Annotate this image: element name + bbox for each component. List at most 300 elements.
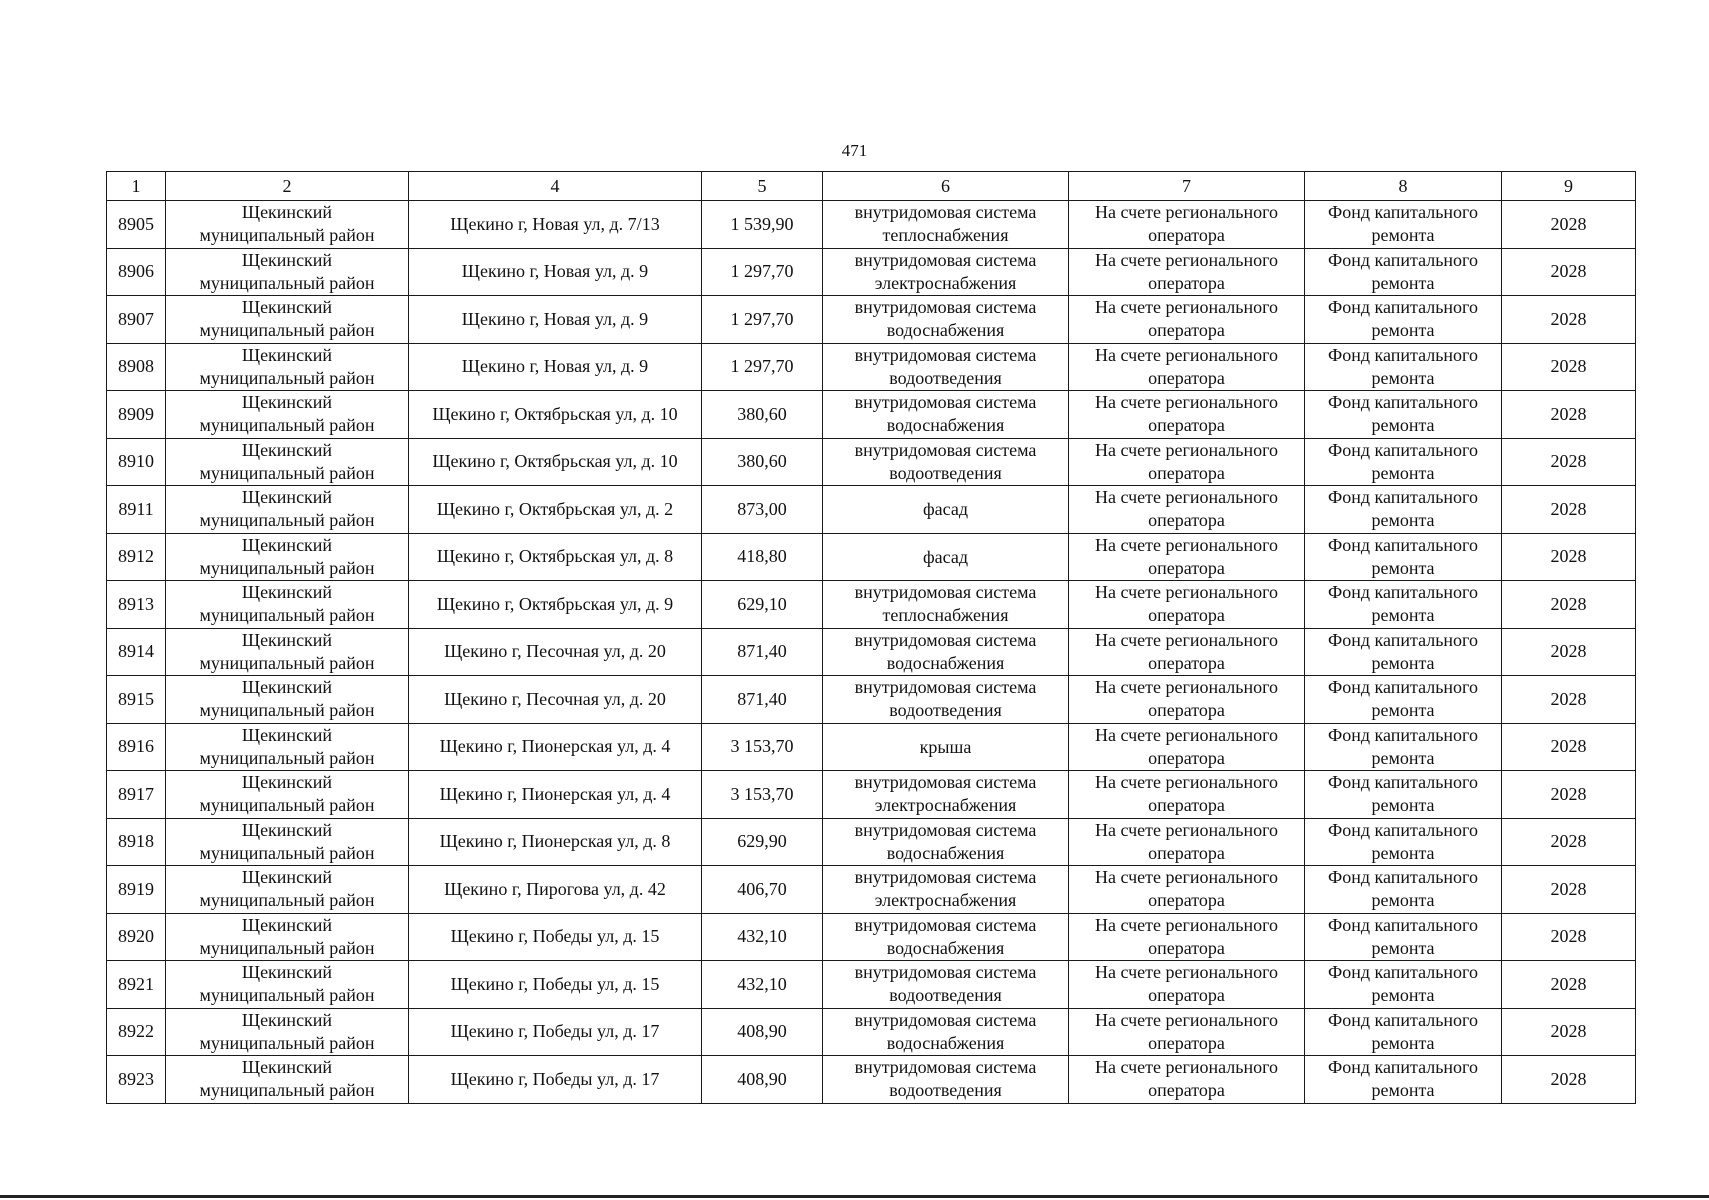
district-cell-line: муниципальный район	[199, 937, 375, 958]
system-cell-line: водоотведения	[889, 700, 1002, 721]
system-cell-line: электроснабжения	[874, 272, 1017, 293]
system-cell	[823, 818, 1069, 866]
area-cell: 1 297,70	[702, 248, 823, 296]
table-row	[107, 866, 1636, 914]
district-cell-line: муниципальный район	[199, 1032, 375, 1053]
address-cell: Щекино г, Новая ул, д. 7/13	[409, 201, 702, 249]
system-cell-line: внутридомовая система	[854, 819, 1037, 840]
address-cell: Щекино г, Октябрьская ул, д. 10	[409, 391, 702, 439]
system-cell	[823, 581, 1069, 629]
district-cell	[166, 1008, 409, 1056]
column-number-row	[107, 172, 1636, 201]
area-cell: 408,90	[702, 1056, 823, 1104]
district-cell-line: Щекинский	[241, 534, 333, 555]
account-cell-line: На счете регионального	[1094, 819, 1279, 840]
account-cell	[1069, 913, 1305, 961]
column-number: 8	[1305, 172, 1502, 201]
account-cell-line: На счете регионального	[1094, 249, 1279, 270]
district-cell	[166, 723, 409, 771]
account-cell	[1069, 1008, 1305, 1056]
table-row	[107, 486, 1636, 534]
fund-cell	[1305, 628, 1502, 676]
district-cell-line: муниципальный район	[199, 985, 375, 1006]
account-cell-line: оператора	[1148, 557, 1225, 578]
account-cell-line: оператора	[1148, 937, 1225, 958]
year-cell: 2028	[1502, 771, 1636, 819]
fund-cell-line: ремонта	[1371, 415, 1435, 436]
account-cell-line: На счете регионального	[1094, 1009, 1279, 1030]
fund-cell-line: Фонд капитального	[1328, 962, 1478, 983]
row-id-cell: 8917	[107, 771, 166, 819]
district-cell	[166, 296, 409, 344]
fund-cell	[1305, 486, 1502, 534]
account-cell	[1069, 533, 1305, 581]
system-cell	[823, 676, 1069, 724]
fund-cell-line: Фонд капитального	[1328, 202, 1478, 223]
system-cell-line: внутридомовая система	[854, 1057, 1037, 1078]
district-cell-line: Щекинский	[241, 582, 333, 603]
district-cell-line: муниципальный район	[199, 795, 375, 816]
address-cell: Щекино г, Победы ул, д. 15	[409, 913, 702, 961]
system-cell-line: водоснабжения	[886, 842, 1005, 863]
fund-cell	[1305, 1008, 1502, 1056]
column-number: 7	[1069, 172, 1305, 201]
account-cell	[1069, 961, 1305, 1009]
district-cell	[166, 391, 409, 439]
system-cell-line: внутридомовая система	[854, 392, 1037, 413]
year-cell: 2028	[1502, 913, 1636, 961]
system-cell-line: внутридомовая система	[854, 677, 1037, 698]
district-cell-line: муниципальный район	[199, 1080, 375, 1101]
account-cell	[1069, 771, 1305, 819]
account-cell-line: оператора	[1148, 700, 1225, 721]
year-cell: 2028	[1502, 296, 1636, 344]
row-id-cell: 8916	[107, 723, 166, 771]
system-cell-line: фасад	[922, 499, 968, 520]
table-row	[107, 676, 1636, 724]
account-cell-line: На счете регионального	[1094, 297, 1279, 318]
fund-cell	[1305, 533, 1502, 581]
fund-cell-line: Фонд капитального	[1328, 392, 1478, 413]
account-cell-line: оператора	[1148, 1080, 1225, 1101]
system-cell-line: крыша	[919, 736, 972, 757]
table-row	[107, 1008, 1636, 1056]
table-row	[107, 723, 1636, 771]
account-cell	[1069, 676, 1305, 724]
system-cell-line: внутридомовая система	[854, 249, 1037, 270]
account-cell-line: На счете регионального	[1094, 392, 1279, 413]
area-cell: 1 539,90	[702, 201, 823, 249]
year-cell: 2028	[1502, 533, 1636, 581]
account-cell	[1069, 391, 1305, 439]
account-cell	[1069, 723, 1305, 771]
address-cell: Щекино г, Песочная ул, д. 20	[409, 628, 702, 676]
fund-cell-line: ремонта	[1371, 320, 1435, 341]
fund-cell-line: Фонд капитального	[1328, 582, 1478, 603]
area-cell: 418,80	[702, 533, 823, 581]
fund-cell-line: ремонта	[1371, 1032, 1435, 1053]
table-row	[107, 1056, 1636, 1104]
district-cell	[166, 248, 409, 296]
year-cell: 2028	[1502, 248, 1636, 296]
account-cell	[1069, 866, 1305, 914]
account-cell-line: На счете регионального	[1094, 914, 1279, 935]
system-cell-line: теплоснабжения	[882, 605, 1009, 626]
row-id-cell: 8906	[107, 248, 166, 296]
address-cell: Щекино г, Октябрьская ул, д. 9	[409, 581, 702, 629]
table-row	[107, 391, 1636, 439]
table-row	[107, 248, 1636, 296]
column-number: 2	[166, 172, 409, 201]
area-cell: 871,40	[702, 676, 823, 724]
system-cell-line: внутридомовая система	[854, 867, 1037, 888]
year-cell: 2028	[1502, 723, 1636, 771]
district-cell-line: муниципальный район	[199, 367, 375, 388]
year-cell: 2028	[1502, 628, 1636, 676]
table-row	[107, 961, 1636, 1009]
district-cell-line: Щекинский	[241, 677, 333, 698]
fund-cell	[1305, 201, 1502, 249]
district-cell-line: муниципальный район	[199, 462, 375, 483]
fund-cell-line: ремонта	[1371, 842, 1435, 863]
district-cell-line: муниципальный район	[199, 557, 375, 578]
fund-cell-line: Фонд капитального	[1328, 1009, 1478, 1030]
account-cell-line: На счете регионального	[1094, 772, 1279, 793]
fund-cell	[1305, 961, 1502, 1009]
fund-cell-line: Фонд капитального	[1328, 249, 1478, 270]
fund-cell-line: ремонта	[1371, 605, 1435, 626]
account-cell-line: оператора	[1148, 1032, 1225, 1053]
fund-cell-line: Фонд капитального	[1328, 629, 1478, 650]
district-cell-line: Щекинский	[241, 1009, 333, 1030]
district-cell	[166, 866, 409, 914]
district-cell-line: муниципальный район	[199, 225, 375, 246]
area-cell: 871,40	[702, 628, 823, 676]
fund-cell-line: Фонд капитального	[1328, 724, 1478, 745]
fund-cell	[1305, 343, 1502, 391]
account-cell-line: На счете регионального	[1094, 582, 1279, 603]
address-cell: Щекино г, Победы ул, д. 17	[409, 1008, 702, 1056]
area-cell: 629,90	[702, 818, 823, 866]
district-cell-line: Щекинский	[241, 867, 333, 888]
account-cell-line: На счете регионального	[1094, 867, 1279, 888]
fund-cell-line: Фонд капитального	[1328, 819, 1478, 840]
system-cell	[823, 343, 1069, 391]
fund-cell-line: Фонд капитального	[1328, 772, 1478, 793]
row-id-cell: 8914	[107, 628, 166, 676]
system-cell-line: внутридомовая система	[854, 439, 1037, 460]
fund-cell-line: ремонта	[1371, 747, 1435, 768]
system-cell	[823, 391, 1069, 439]
column-number: 4	[409, 172, 702, 201]
year-cell: 2028	[1502, 961, 1636, 1009]
district-cell-line: Щекинский	[241, 914, 333, 935]
fund-cell-line: ремонта	[1371, 652, 1435, 673]
address-cell: Щекино г, Октябрьская ул, д. 2	[409, 486, 702, 534]
area-cell: 380,60	[702, 391, 823, 439]
account-cell-line: оператора	[1148, 462, 1225, 483]
system-cell	[823, 438, 1069, 486]
column-number: 1	[107, 172, 166, 201]
account-cell-line: На счете регионального	[1094, 962, 1279, 983]
account-cell-line: На счете регионального	[1094, 534, 1279, 555]
table-row	[107, 201, 1636, 249]
row-id-cell: 8911	[107, 486, 166, 534]
account-cell-line: оператора	[1148, 225, 1225, 246]
district-cell-line: Щекинский	[241, 439, 333, 460]
system-cell	[823, 248, 1069, 296]
fund-cell-line: ремонта	[1371, 557, 1435, 578]
account-cell-line: оператора	[1148, 320, 1225, 341]
district-cell-line: муниципальный район	[199, 747, 375, 768]
fund-cell	[1305, 296, 1502, 344]
fund-cell	[1305, 581, 1502, 629]
capital-repair-table	[106, 171, 1636, 1104]
account-cell-line: оператора	[1148, 605, 1225, 626]
year-cell: 2028	[1502, 1008, 1636, 1056]
system-cell	[823, 1008, 1069, 1056]
system-cell-line: электроснабжения	[874, 890, 1017, 911]
district-cell	[166, 676, 409, 724]
year-cell: 2028	[1502, 866, 1636, 914]
system-cell-line: внутридомовая система	[854, 582, 1037, 603]
system-cell-line: водоснабжения	[886, 652, 1005, 673]
fund-cell-line: ремонта	[1371, 510, 1435, 531]
address-cell: Щекино г, Октябрьская ул, д. 10	[409, 438, 702, 486]
row-id-cell: 8919	[107, 866, 166, 914]
fund-cell-line: Фонд капитального	[1328, 439, 1478, 460]
row-id-cell: 8922	[107, 1008, 166, 1056]
row-id-cell: 8915	[107, 676, 166, 724]
table-row	[107, 343, 1636, 391]
area-cell: 873,00	[702, 486, 823, 534]
fund-cell	[1305, 1056, 1502, 1104]
account-cell	[1069, 438, 1305, 486]
system-cell	[823, 1056, 1069, 1104]
fund-cell-line: ремонта	[1371, 1080, 1435, 1101]
system-cell	[823, 486, 1069, 534]
fund-cell-line: ремонта	[1371, 937, 1435, 958]
row-id-cell: 8908	[107, 343, 166, 391]
row-id-cell: 8907	[107, 296, 166, 344]
fund-cell-line: Фонд капитального	[1328, 1057, 1478, 1078]
district-cell-line: муниципальный район	[199, 700, 375, 721]
account-cell	[1069, 343, 1305, 391]
fund-cell-line: Фонд капитального	[1328, 914, 1478, 935]
system-cell-line: водоотведения	[889, 985, 1002, 1006]
address-cell: Щекино г, Песочная ул, д. 20	[409, 676, 702, 724]
area-cell: 432,10	[702, 913, 823, 961]
fund-cell	[1305, 818, 1502, 866]
account-cell	[1069, 201, 1305, 249]
row-id-cell: 8909	[107, 391, 166, 439]
account-cell-line: оператора	[1148, 272, 1225, 293]
district-cell	[166, 913, 409, 961]
column-number: 6	[823, 172, 1069, 201]
row-id-cell: 8913	[107, 581, 166, 629]
table-row	[107, 581, 1636, 629]
row-id-cell: 8918	[107, 818, 166, 866]
account-cell-line: оператора	[1148, 652, 1225, 673]
page-number: 471	[841, 141, 868, 160]
area-cell: 432,10	[702, 961, 823, 1009]
fund-cell-line: ремонта	[1371, 700, 1435, 721]
fund-cell-line: Фонд капитального	[1328, 534, 1478, 555]
account-cell	[1069, 818, 1305, 866]
system-cell-line: водоснабжения	[886, 415, 1005, 436]
area-cell: 1 297,70	[702, 343, 823, 391]
system-cell-line: фасад	[922, 546, 968, 567]
year-cell: 2028	[1502, 818, 1636, 866]
district-cell	[166, 628, 409, 676]
system-cell-line: внутридомовая система	[854, 629, 1037, 650]
system-cell	[823, 913, 1069, 961]
system-cell-line: водоотведения	[889, 367, 1002, 388]
row-id-cell: 8920	[107, 913, 166, 961]
account-cell-line: оператора	[1148, 367, 1225, 388]
table-row	[107, 771, 1636, 819]
fund-cell-line: ремонта	[1371, 462, 1435, 483]
system-cell	[823, 723, 1069, 771]
address-cell: Щекино г, Октябрьская ул, д. 8	[409, 533, 702, 581]
district-cell	[166, 1056, 409, 1104]
row-id-cell: 8923	[107, 1056, 166, 1104]
system-cell	[823, 771, 1069, 819]
system-cell	[823, 296, 1069, 344]
district-cell-line: Щекинский	[241, 249, 333, 270]
table-row	[107, 818, 1636, 866]
year-cell: 2028	[1502, 1056, 1636, 1104]
district-cell-line: Щекинский	[241, 1057, 333, 1078]
fund-cell	[1305, 391, 1502, 439]
system-cell-line: водоснабжения	[886, 937, 1005, 958]
district-cell-line: Щекинский	[241, 202, 333, 223]
fund-cell	[1305, 676, 1502, 724]
fund-cell-line: Фонд капитального	[1328, 344, 1478, 365]
address-cell: Щекино г, Пирогова ул, д. 42	[409, 866, 702, 914]
district-cell	[166, 438, 409, 486]
table-row	[107, 438, 1636, 486]
row-id-cell: 8921	[107, 961, 166, 1009]
district-cell	[166, 486, 409, 534]
fund-cell-line: Фонд капитального	[1328, 867, 1478, 888]
account-cell	[1069, 296, 1305, 344]
fund-cell	[1305, 913, 1502, 961]
row-id-cell: 8905	[107, 201, 166, 249]
address-cell: Щекино г, Новая ул, д. 9	[409, 248, 702, 296]
account-cell-line: оператора	[1148, 842, 1225, 863]
row-id-cell: 8912	[107, 533, 166, 581]
fund-cell-line: ремонта	[1371, 225, 1435, 246]
district-cell	[166, 343, 409, 391]
account-cell-line: оператора	[1148, 510, 1225, 531]
district-cell-line: Щекинский	[241, 819, 333, 840]
row-id-cell: 8910	[107, 438, 166, 486]
district-cell-line: Щекинский	[241, 962, 333, 983]
year-cell: 2028	[1502, 581, 1636, 629]
year-cell: 2028	[1502, 201, 1636, 249]
table-row	[107, 296, 1636, 344]
system-cell-line: электроснабжения	[874, 795, 1017, 816]
table-body	[107, 172, 1636, 1104]
district-cell-line: Щекинский	[241, 344, 333, 365]
account-cell	[1069, 248, 1305, 296]
district-cell-line: муниципальный район	[199, 510, 375, 531]
district-cell-line: муниципальный район	[199, 415, 375, 436]
account-cell-line: оператора	[1148, 890, 1225, 911]
account-cell-line: На счете регионального	[1094, 344, 1279, 365]
column-number: 9	[1502, 172, 1636, 201]
fund-cell-line: ремонта	[1371, 367, 1435, 388]
fund-cell	[1305, 866, 1502, 914]
fund-cell-line: ремонта	[1371, 985, 1435, 1006]
table-row	[107, 628, 1636, 676]
district-cell-line: муниципальный район	[199, 842, 375, 863]
fund-cell-line: Фонд капитального	[1328, 297, 1478, 318]
district-cell-line: Щекинский	[241, 392, 333, 413]
system-cell-line: водоотведения	[889, 1080, 1002, 1101]
area-cell: 629,10	[702, 581, 823, 629]
year-cell: 2028	[1502, 391, 1636, 439]
system-cell	[823, 628, 1069, 676]
address-cell: Щекино г, Победы ул, д. 15	[409, 961, 702, 1009]
district-cell	[166, 771, 409, 819]
system-cell	[823, 866, 1069, 914]
system-cell	[823, 961, 1069, 1009]
area-cell: 380,60	[702, 438, 823, 486]
account-cell-line: На счете регионального	[1094, 1057, 1279, 1078]
fund-cell-line: Фонд капитального	[1328, 677, 1478, 698]
address-cell: Щекино г, Пионерская ул, д. 4	[409, 771, 702, 819]
district-cell	[166, 581, 409, 629]
district-cell-line: муниципальный район	[199, 320, 375, 341]
scan-edge-line	[0, 1195, 1709, 1198]
district-cell-line: Щекинский	[241, 772, 333, 793]
system-cell-line: теплоснабжения	[882, 225, 1009, 246]
system-cell	[823, 533, 1069, 581]
address-cell: Щекино г, Новая ул, д. 9	[409, 343, 702, 391]
district-cell-line: Щекинский	[241, 629, 333, 650]
fund-cell	[1305, 723, 1502, 771]
year-cell: 2028	[1502, 676, 1636, 724]
year-cell: 2028	[1502, 486, 1636, 534]
system-cell-line: внутридомовая система	[854, 962, 1037, 983]
area-cell: 406,70	[702, 866, 823, 914]
address-cell: Щекино г, Пионерская ул, д. 8	[409, 818, 702, 866]
district-cell-line: муниципальный район	[199, 652, 375, 673]
account-cell-line: оператора	[1148, 415, 1225, 436]
account-cell	[1069, 1056, 1305, 1104]
system-cell-line: водоснабжения	[886, 320, 1005, 341]
fund-cell-line: Фонд капитального	[1328, 487, 1478, 508]
account-cell-line: На счете регионального	[1094, 677, 1279, 698]
account-cell	[1069, 581, 1305, 629]
account-cell-line: На счете регионального	[1094, 629, 1279, 650]
year-cell: 2028	[1502, 438, 1636, 486]
address-cell: Щекино г, Пионерская ул, д. 4	[409, 723, 702, 771]
account-cell-line: На счете регионального	[1094, 724, 1279, 745]
system-cell-line: водоотведения	[889, 462, 1002, 483]
system-cell	[823, 201, 1069, 249]
account-cell-line: оператора	[1148, 747, 1225, 768]
fund-cell-line: ремонта	[1371, 272, 1435, 293]
district-cell	[166, 818, 409, 866]
area-cell: 3 153,70	[702, 723, 823, 771]
district-cell-line: Щекинский	[241, 724, 333, 745]
address-cell: Щекино г, Новая ул, д. 9	[409, 296, 702, 344]
district-cell	[166, 533, 409, 581]
district-cell	[166, 201, 409, 249]
